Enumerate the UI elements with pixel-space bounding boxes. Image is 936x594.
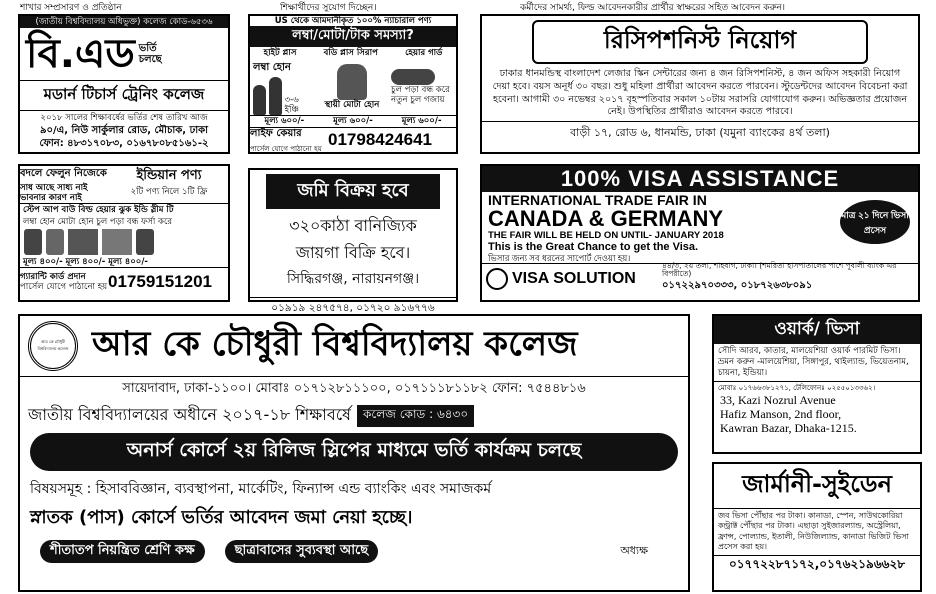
herbal-headline: লম্বা/মোটা/টাক সমস্যা? [250, 26, 456, 47]
product-bottle-icon [46, 229, 64, 255]
visa-line-4: This is the Great Chance to get the Visa. [488, 241, 699, 253]
herbal-fat-label: স্থায়ী মোটা হোন [324, 100, 380, 111]
logo-caption: আর কে চৌধুরী বিশ্ববিদ্যালয় কলেজ [37, 339, 69, 351]
indian-price: মূল্য ৪০০/- মূল্য ৪০০/- মূল্য ৪০০/- [23, 256, 148, 267]
herbal-footer-2: পার্সেল যোগে পাঠানো হয় [250, 144, 322, 153]
receptionist-job-ad [480, 14, 920, 154]
work-visa-phone: মোবাঃ ০১৭৬৬৩৮১২৭১, টেলিফোনঃ ০২৫৫০১৩৩৬২। [714, 381, 920, 394]
herbal-hair-label: চুল পড়া বন্ধ করে নতুন চুল গজায় [391, 85, 450, 106]
bodybuilder-image [337, 64, 367, 100]
germany-phone: ০১৭৭২২৮৭১৭২,০১৭৬২১৯৬৬২৮ [714, 555, 920, 576]
product-box-icon [102, 229, 132, 255]
herbal-inch: ৩-৬ ইঞ্চি [284, 94, 299, 115]
land-line-2: জায়গা বিক্রি হবে। [295, 243, 411, 262]
visa-line-2: CANADA & GERMANY [488, 206, 724, 231]
work-visa-body: সৌদি আরব, কাতার, মালয়েশিয়া ওয়ার্ক পারমিট ভিসা। ভ্রমন করুন -মালয়েশিয়া, সিঙ্গাপুর, থাইল্যান্ড, ভিয়েতনাম, চায়না, ইন্ডিয়া। [718, 346, 909, 379]
rk-code: কলেজ কোড : ৬৪৩০ [357, 405, 474, 427]
visa-brand: VISA SOLUTION [512, 269, 636, 287]
bed-session: ২০১৮ সালের শিক্ষাবর্ষের ভর্তির শেষ তারিখ আজ [40, 113, 208, 124]
top-strip-mid: শিক্ষার্থীদের সুযোগ দিচ্ছেন। [280, 3, 377, 13]
visa-address: ৪৪/৩, ২য় তলা, শাহবাগ, ঢাকা। (শমরিতা হাসপাতালের পাশে পূবালী ব্যাংক এর বিপরীতে) [662, 260, 897, 279]
bed-college-name: মডার্ন টিচার্স ট্রেনিং কলেজ [20, 80, 228, 111]
work-visa-title: ওয়ার্ক/ ভিসা [714, 316, 920, 344]
work-visa-address-1: 33, Kazi Nozrul Avenue [720, 393, 836, 408]
visa-title: 100% VISA ASSISTANCE [482, 166, 918, 192]
herbal-price-1: মূল্য ৬০০/- [264, 116, 305, 127]
visa-line-1: INTERNATIONAL TRADE FAIR IN [488, 192, 707, 208]
rk-pill-ac-classroom: শীতাতপ নিয়ন্ত্রিত শ্রেণি কক্ষ [40, 540, 205, 563]
land-title: জমি বিক্রয় হবে [266, 174, 440, 209]
herbal-tall-label: লম্বা হোন [253, 61, 291, 73]
top-strip-left: শাখার সম্প্রসারণ ও প্রতিষ্ঠান [20, 3, 122, 13]
herbal-price-2: মূল্য ৬০০/- [333, 116, 373, 127]
indian-t2: সাধ আছে সাধ্য নাই ভাবনার কারণ নাই [20, 183, 88, 204]
hair-image [391, 69, 435, 85]
rk-college-ad [18, 314, 690, 592]
rk-pill-hostel: ছাত্রাবাসের সুব্যবস্থা আছে [225, 540, 378, 563]
visa-badge: মাত্র ২১ দিনে ভিসা প্রসেস [840, 200, 910, 244]
top-strip [0, 0, 936, 14]
indian-footer-2: পার্সেল যোগে পাঠানো হয় [20, 282, 108, 293]
rk-signature: অধ্যক্ষ [620, 544, 648, 557]
bed-big-title: বি.এড [26, 31, 135, 78]
germany-body: জব ভিসা পৌঁছার পর টাকা। কানাডা, স্পেন, সাউথকোরিয়া কন্ট্রাক্ট পৌঁছার পর টাকা। এছাড়া সুইজারল্যান্ড, অস্ট্রেলিয়া, ফ্রান্স, পোল্যান্ড, ইতালী, নিউজিল্যান্ড, কানাডা ভিজিট ভিসা প্রসেস করা হয়। [718, 511, 909, 552]
product-bottle-icon [24, 229, 42, 255]
work-visa-ad [712, 314, 922, 454]
indian-items-2: লম্বা হোন মোটা হোন চুল পড়া বন্ধ ফর্সা করে [23, 216, 173, 227]
land-sale-ad [248, 168, 458, 314]
bed-side-text: ভর্তি চলছে [138, 43, 162, 66]
indian-footer: গ্যারান্টি কার্ড প্রদান [20, 272, 86, 283]
herbal-phone: 01798424641 [328, 130, 433, 150]
top-strip-right: কর্মীদের সামর্থ্য, ফিল্ড আবেদনকারীর প্রার্থীর স্বাক্ষরের সহিত আবেদন করুন। [520, 3, 785, 13]
person-silhouette-icon [253, 85, 266, 115]
product-bottle-icon [136, 229, 154, 255]
college-logo-icon [28, 321, 78, 371]
herbal-footer: লাইফ কেয়ার [250, 127, 302, 139]
work-visa-address-2: Hafiz Manson, 2nd floor, [720, 406, 842, 421]
herbal-product-2: বডি প্লাস সিরাপ [323, 48, 378, 59]
indian-items: স্টেপ আপ বাউ বিল্ড হেয়ার ঝুক ইন্ডি স্লীম টি [23, 205, 174, 216]
rk-contact: সায়েদাবাদ, ঢাকা-১১০০। মোবাঃ ০১৭১২৮১১১০০, ০১৭১১১৮১১৮২ ফোন: ৭৫৪৪৮১৬ [20, 376, 688, 402]
indian-product-ad [18, 164, 230, 302]
indian-t1: বদলে ফেলুন নিজেকে [20, 168, 107, 179]
product-box-icon [68, 229, 98, 255]
visa-line-5: ভিসার জন্য সব ধরনের সাপোর্ট দেওয়া হয়। [488, 253, 631, 263]
land-line-3: সিদ্ধিরগঞ্জ, নারায়নগঞ্জ। [286, 271, 420, 287]
bed-admission-ad [18, 14, 230, 154]
person-silhouette-icon [269, 77, 282, 115]
rk-title: আর কে চৌধুরী বিশ্ববিদ্যালয় কলেজ [92, 323, 578, 364]
receptionist-body: ঢাকার ধানমন্ডিস্থ বাংলাদেশ লেজার স্কিন সেন্টারের জন্য ৪ জন রিসিপশনিস্ট, ৪ জন অফিস সহকারী নিয়োগ দেয়া হবে। বয়স অনূর্ধ ৩০ বছর। শুধু মহিলা প্রার্থীরা আবেদন করতে পারবেন। স্টুডেন্টদের আবেদন বিবেচনা করা হবেনা। আগামী ৩০ নভেম্বর ২০১৭ বৃহস্পতিবার সকাল ১০টায় সরাসরি যোগাযোগ করুন। অভিজ্ঞতার প্রয়োজন নেই। উপস্থিতির প্রার্থীরাও আবেদন করতে পারবে। [492, 68, 908, 118]
rk-degree: স্নাতক (পাস) কোর্সে ভর্তির আবেদন জমা নেয়া হচ্ছে। [30, 507, 413, 528]
rk-affiliation: জাতীয় বিশ্ববিদ্যালয়ের অধীনে ২০১৭-১৮ শিক্ষাবর্ষে [28, 405, 351, 424]
land-phone: ০১৯১৯ ২৪৭৫৭৪, ০১৭২০ ৯১৬৭৭৬ [250, 297, 456, 318]
germany-title: জার্মানী-সুইডেন [714, 464, 920, 509]
visa-phone: ০১৭২২৯৭০৩৩৩, ০১৮৭২৬৩৮০৯১ [662, 280, 813, 292]
indian-t3: ইন্ডিয়ান পণ্য [136, 168, 202, 183]
rk-banner: অনার্স কোর্সে ২য় রিলিজ স্লিপের মাধ্যমে ভর্তি কার্যক্রম চলছে [30, 433, 678, 471]
herbal-product-3: হেয়ার গার্ড [405, 48, 443, 59]
visa-assistance-ad [480, 164, 920, 302]
receptionist-title: রিসিপশনিস্ট নিয়োগ [532, 20, 868, 64]
rk-subjects: বিষয়সমূহ : হিসাববিজ্ঞান, ব্যবস্থাপনা, মার্কেটিং, ফিন্যান্স এন্ড ব্যাংকিং এবং সমাজকর্ম [30, 481, 492, 497]
herbal-product-ad [248, 14, 458, 154]
herbal-product-1: হাইট প্লাস [263, 48, 297, 59]
herbal-top: US থেকে আমদানীকৃত ১০০% ন্যাচারাল পণ্য [274, 16, 432, 26]
indian-t4: ২টি পণ্য নিলে ১টি ফ্রি [130, 187, 208, 197]
germany-sweden-ad [712, 462, 922, 592]
indian-phone: 01759151201 [108, 272, 213, 292]
work-visa-address-3: Kawran Bazar, Dhaka-1215. [720, 420, 857, 435]
bed-address: ৯০/এ, নিউ সার্কুলার রোড, মৌচাক, ঢাকা [39, 125, 209, 137]
land-line-1: ৩২০কাঠা বানিজ্যিক [289, 216, 417, 235]
herbal-price-3: মূল্য ৬০০/- [401, 116, 442, 127]
receptionist-address: বাড়ী ১৭, রোড ৬, ধানমন্ডি, ঢাকা (যমুনা ব্যাংকের ৪র্থ তলা) [482, 121, 918, 143]
bed-phone: ফোন: ৪৮৩১৭০৮৩, ০১৬৭৮০৮৫১৬১-২ [39, 137, 209, 149]
visa-line-3: THE FAIR WILL BE HELD ON UNTIL- JANUARY 2018 [488, 230, 724, 241]
bed-top-note: (জাতীয় বিশ্ববিদ্যালয় অধিভুক্ত) কলেজ কোড-৬৫৩৬ [20, 16, 228, 28]
globe-icon [486, 268, 508, 290]
